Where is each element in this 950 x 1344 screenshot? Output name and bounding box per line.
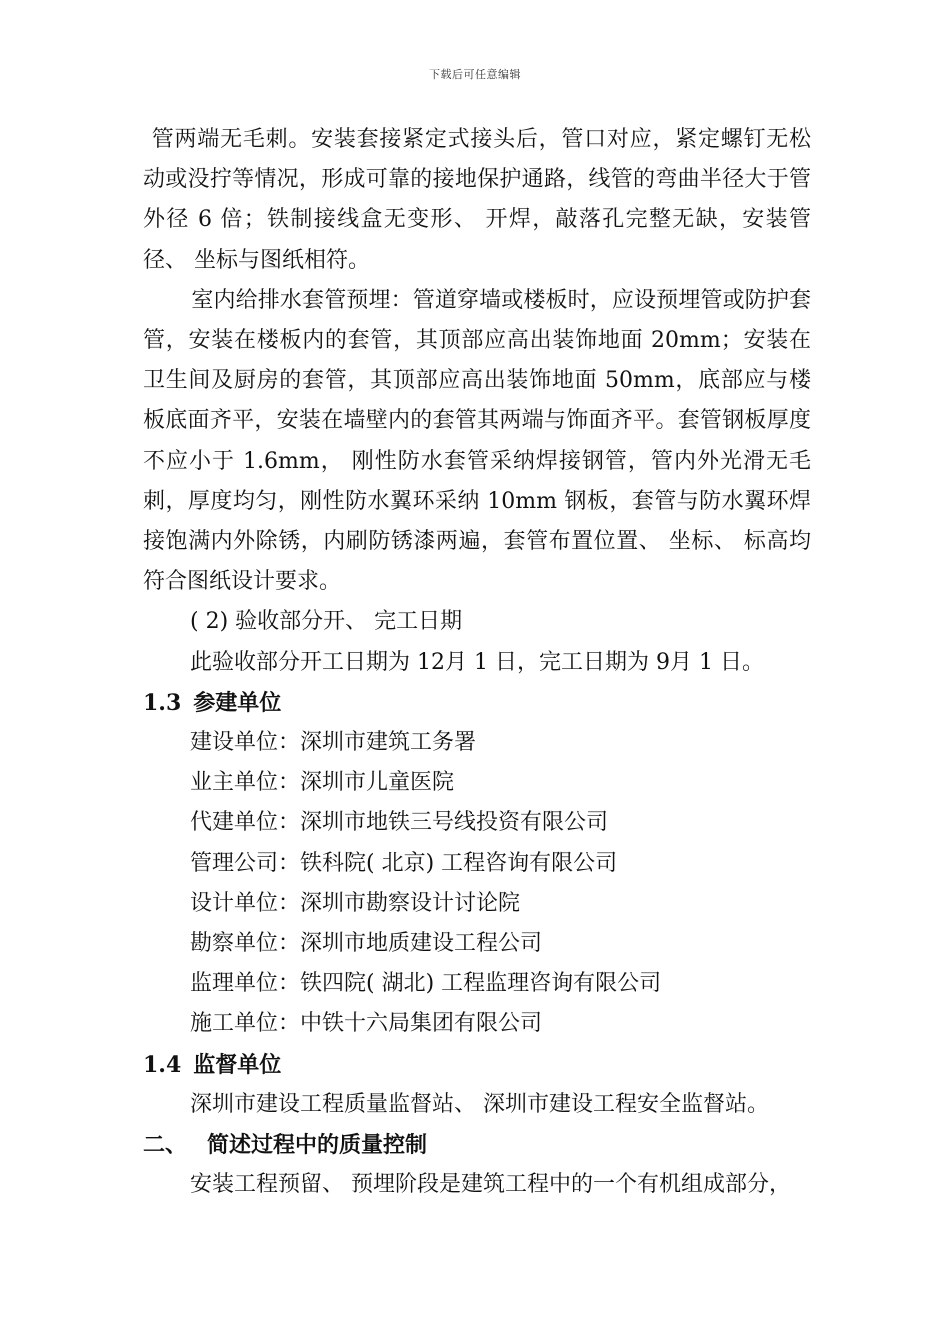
paragraph-sleeve-embedding: 室内给排水套管预埋：管道穿墙或楼板时，应设预埋管或防护套管，安装在楼板内的套管，其顶部应高出装饰地面 20mm；安装在卫生间及厨房的套管，其顶部应高出装饰地面 50mm，底部应与楼板底面齐平，安装在墙壁内的套管其两端与饰面齐平。套管钢板厚度不应小于 1.6mm， 刚性防水套管采纳焊接钢管，管内外光滑无毛刺，厚度均匀，刚性防水翼环采纳 10mm 钢板，套管与防水翼环焊接饱满内外除锈，内刷防锈漆两遍，套管布置位置、 坐标、 标高均符合图纸设计要求。 <box>143 287 811 595</box>
list-item-participant: 设计单位：深圳市勘察设计讨论院 <box>190 890 521 916</box>
section-heading-1-3 <box>143 683 811 723</box>
list-item-participant: 代建单位：深圳市地铁三号线投资有限公司 <box>190 810 609 836</box>
section-number: 1.4 <box>143 1051 182 1078</box>
section-number: 二、 <box>143 1132 188 1159</box>
section-title: 监督单位 <box>193 1051 282 1078</box>
list-item-participant: 管理公司：铁科院( 北京) 工程咨询有限公司 <box>190 850 618 876</box>
list-item-participant: 建设单位：深圳市建筑工务署 <box>190 730 477 756</box>
page-header: 下载后可任意编辑 <box>429 68 521 81</box>
section-title: 简述过程中的质量控制 <box>207 1132 428 1159</box>
section-heading-1-4 <box>143 1045 811 1085</box>
paragraph-acceptance-dates: 此验收部分开工日期为 12月 1 日，完工日期为 9月 1 日。 <box>190 649 764 675</box>
paragraph-supervision: 深圳市建设工程质量监督站、 深圳市建设工程安全监督站。 <box>190 1091 769 1117</box>
paragraph-acceptance-dates-heading: ( 2) 验收部分开、 完工日期 <box>190 609 463 635</box>
list-item-participant: 勘察单位：深圳市地质建设工程公司 <box>190 931 543 957</box>
section-title: 参建单位 <box>193 689 282 716</box>
document-body <box>143 120 811 1205</box>
paragraph-conduit-installation: 管两端无毛刺。安装套接紧定式接头后，管口对应，紧定螺钉无松动或没拧等情况，形成可靠的接地保护通路，线管的弯曲半径大于管外径 6 倍；铁制接线盒无变形、 开焊，敲落孔完整无缺，安装管径、 坐标与图纸相符。 <box>143 127 811 273</box>
section-number: 1.3 <box>143 689 182 716</box>
list-item-participant: 施工单位：中铁十六局集团有限公司 <box>190 1011 543 1037</box>
section-heading-2 <box>143 1125 811 1165</box>
paragraph-quality-control: 安装工程预留、 预埋阶段是建筑工程中的一个有机组成部分， <box>190 1172 791 1198</box>
list-item-participant: 监理单位：铁四院( 湖北) 工程监理咨询有限公司 <box>190 971 662 997</box>
list-item-participant: 业主单位：深圳市儿童医院 <box>190 770 455 796</box>
